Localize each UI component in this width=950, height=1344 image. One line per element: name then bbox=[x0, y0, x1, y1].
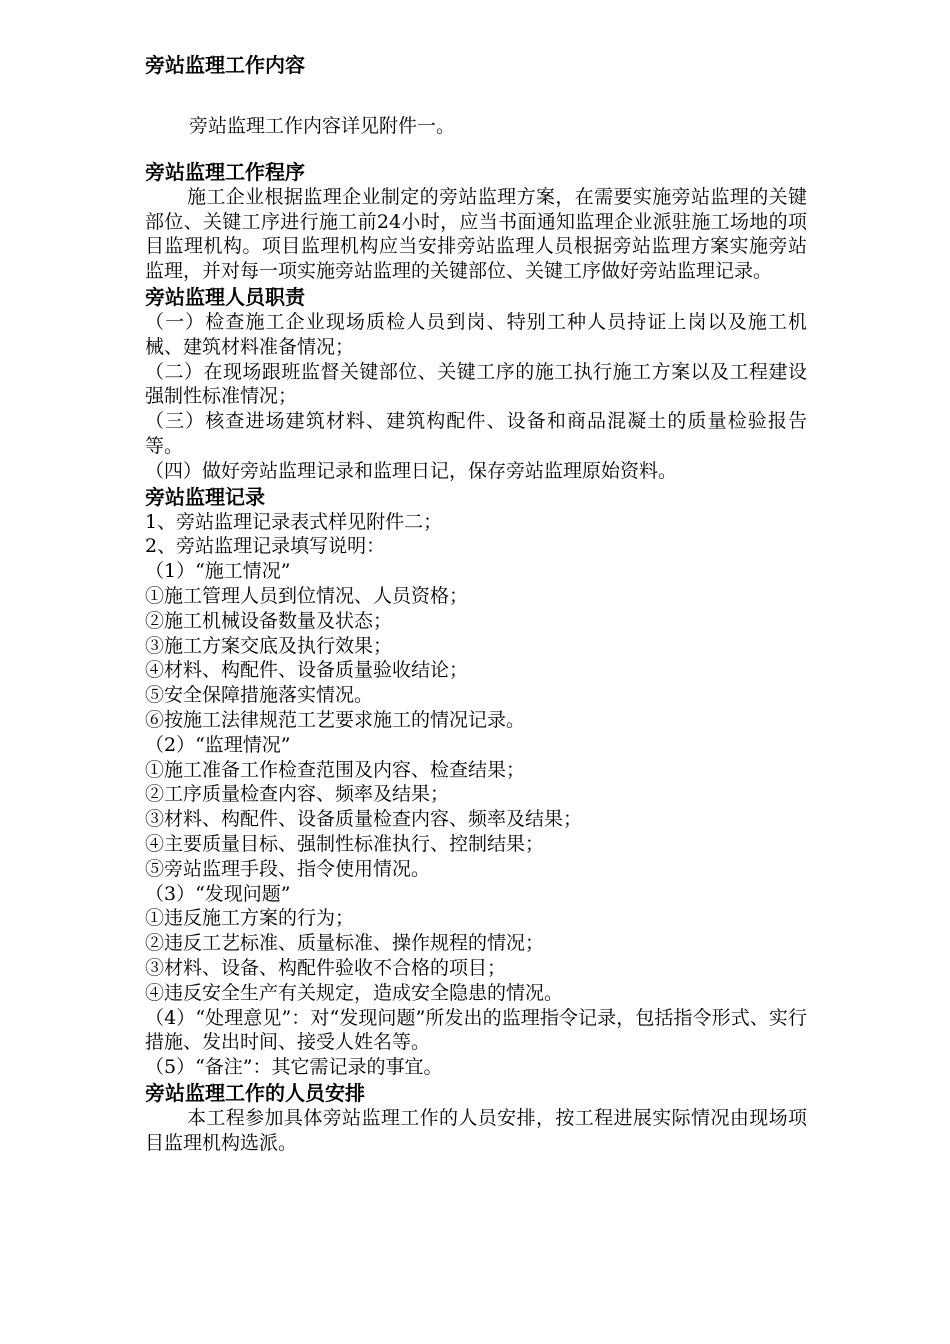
record-line: （3）“发现问题” bbox=[145, 882, 291, 905]
duty-item: （二）在现场跟班监督关键部位、关键工序的施工执行施工方案以及工程建设强制性标准情况； bbox=[145, 360, 807, 408]
record-line: 1、旁站监理记录表式样见附件二； bbox=[145, 510, 443, 533]
duty-item: （四）做好旁站监理记录和监理日记，保存旁站监理原始资料。 bbox=[145, 459, 678, 482]
record-note-remarks: （5）“备注”：其它需记录的事宜。 bbox=[145, 1056, 443, 1079]
record-line: ①施工准备工作检查范围及内容、检查结果； bbox=[145, 758, 526, 781]
record-line: 2、旁站监理记录填写说明： bbox=[145, 535, 386, 558]
staffing-paragraph: 本工程参加具体旁站监理工作的人员安排，按工程进展实际情况由现场项目监理机构选派。 bbox=[145, 1106, 807, 1154]
record-line: ⑥按施工法律规范工艺要求施工的情况记录。 bbox=[145, 708, 526, 731]
record-line: ③材料、设备、构配件验收不合格的项目； bbox=[145, 956, 507, 979]
record-line: ⑤安全保障措施落实情况。 bbox=[145, 684, 374, 707]
section-heading-content: 旁站监理工作内容 bbox=[145, 53, 305, 77]
content-paragraph: 旁站监理工作内容详见附件一。 bbox=[189, 115, 456, 137]
section-heading-procedure: 旁站监理工作程序 bbox=[145, 159, 305, 184]
record-line: ①违反施工方案的行为； bbox=[145, 907, 355, 930]
document-page bbox=[145, 52, 807, 1155]
record-line: （1）“施工情况” bbox=[145, 560, 291, 583]
duty-item: （三）核查进场建筑材料、建筑构配件、设备和商品混凝土的质量检验报告等。 bbox=[145, 410, 807, 457]
record-line: ⑤旁站监理手段、指令使用情况。 bbox=[145, 857, 431, 880]
procedure-paragraph: 施工企业根据监理企业制定的旁站监理方案，在需要实施旁站监理的关键部位、关键工序进行施工前24小时，应当书面通知监理企业派驻施工场地的项目监理机构。项目监理机构应当安排旁站监理人员根据旁站监理方案实施旁站监理，并对每一项实施旁站监理的关键部位、关键工序做好旁站监理记录。 bbox=[145, 185, 807, 283]
section-heading-records: 旁站监理记录 bbox=[145, 484, 265, 509]
record-line: ②违反工艺标准、质量标准、操作规程的情况； bbox=[145, 932, 545, 955]
record-line: ④主要质量目标、强制性标准执行、控制结果； bbox=[145, 832, 545, 855]
record-line: ②工序质量检查内容、频率及结果； bbox=[145, 783, 450, 806]
record-note-handling: （4）“处理意见”：对“发现问题”所发出的监理指令记录，包括指令形式、实行措施、发出时间、接受人姓名等。 bbox=[145, 1006, 807, 1054]
section-heading-duties: 旁站监理人员职责 bbox=[145, 284, 305, 309]
record-line: ②施工机械设备数量及状态； bbox=[145, 609, 393, 632]
record-line: ③材料、构配件、设备质量检查内容、频率及结果； bbox=[145, 808, 583, 831]
record-line: ④违反安全生产有关规定，造成安全隐患的情况。 bbox=[145, 981, 564, 1004]
duty-item: （一）检查施工企业现场质检人员到岗、特别工种人员持证上岗以及施工机械、建筑材料准备情况； bbox=[145, 310, 807, 358]
section-heading-staffing: 旁站监理工作的人员安排 bbox=[145, 1080, 365, 1105]
record-line: ④材料、构配件、设备质量验收结论； bbox=[145, 659, 469, 682]
record-line: ③施工方案交底及执行效果； bbox=[145, 634, 393, 657]
record-line: ①施工管理人员到位情况、人员资格； bbox=[145, 584, 469, 607]
record-line: （2）“监理情况” bbox=[145, 733, 291, 756]
